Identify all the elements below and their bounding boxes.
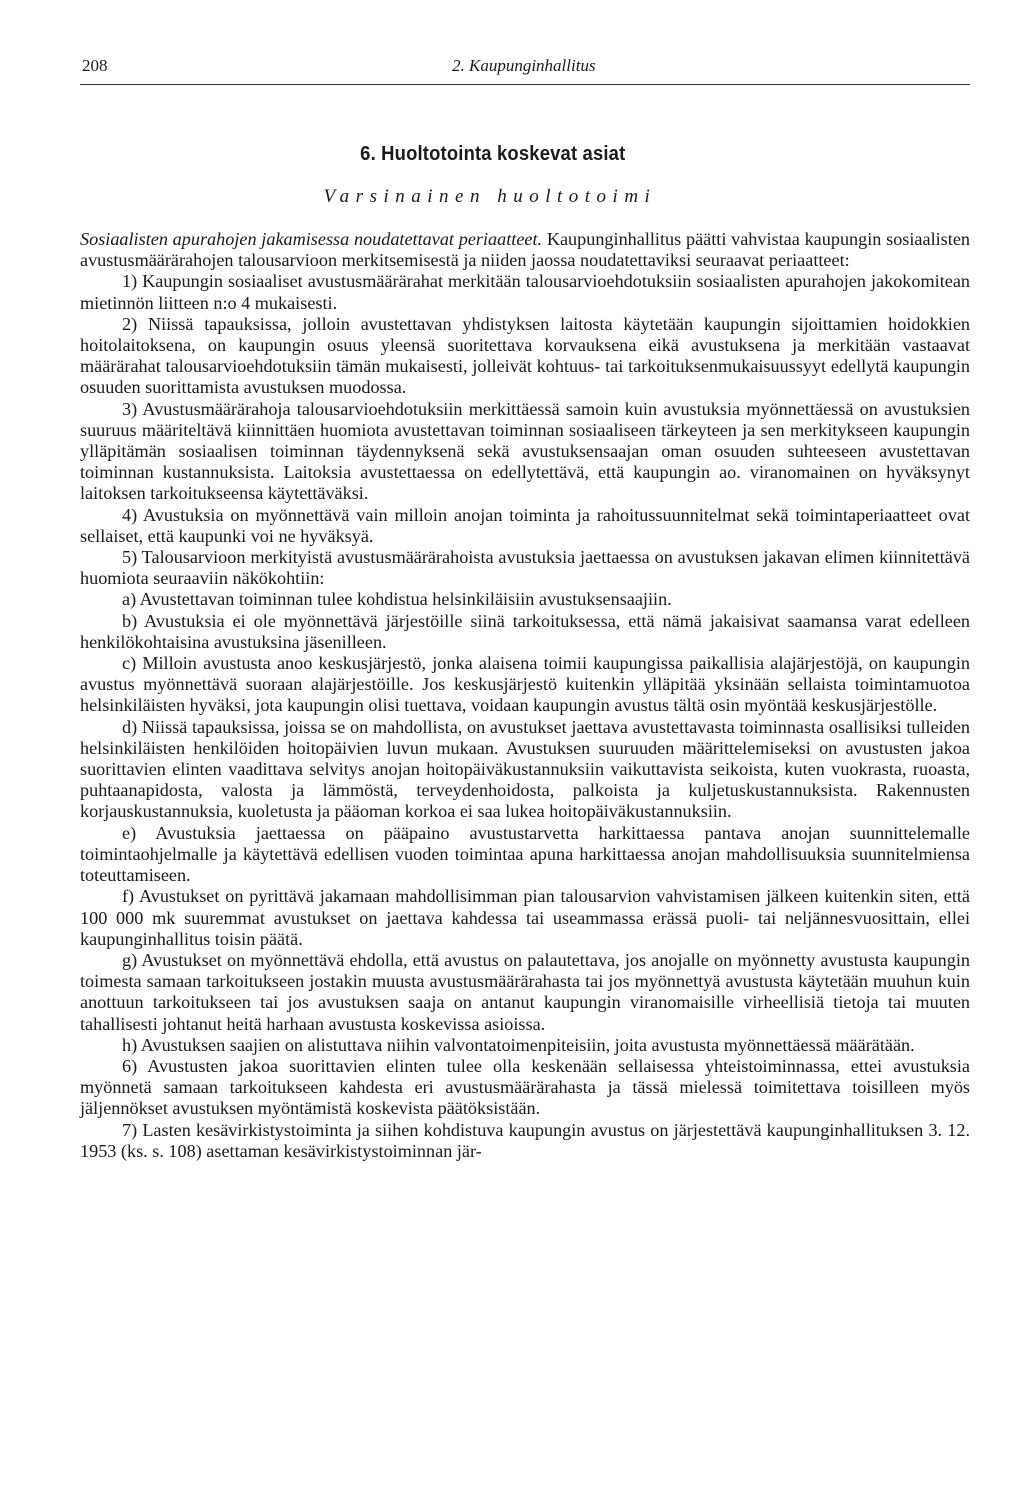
paragraph-item-7: 7) Lasten kesävirkistystoiminta ja siihen kohdistuva kaupungin avustus on järjestettävä kaupunginhallituksen 3. 12. 1953 (ks. s. 108) asettaman kesävirkistystoiminnan jär- [80, 1119, 970, 1161]
running-title: 2. Kaupunginhallitus [452, 56, 596, 75]
paragraph-item-5e: e) Avustuksia jaettaessa on pääpaino avustustarvetta harkittaessa pantava anojan suunnittelemalle toimintaohjelmalle ja käytettävä edellisen vuoden toimintaa apuna harkittaessa anojan mahdollisuuksia suunnitelmiensa toteuttamiseen. [80, 822, 970, 886]
body-text [80, 229, 970, 1162]
document-page [80, 56, 970, 1162]
paragraph-intro [80, 229, 970, 271]
paragraph-item-5c: c) Milloin avustusta anoo keskusjärjestö, jonka alaisena toimii kaupungissa paikallisia alajärjestöjä, on kaupungin avustus myönnettävä suoraan alajärjestöille. Jos keskusjärjestö kuitenkin ylläpitää yksinään sellaista toimintamuotoa helsinkiläisten hyväksi, jota kaupungin olisi tuettava, voidaan kaupungin avustus tältä osin myöntää keskusjärjestölle. [80, 653, 970, 716]
paragraph-intro-text: Kaupunginhallitus päätti vahvistaa kaupungin sosiaalisten avustusmäärärahojen talousarvioon merkitsemisestä ja niiden jaossa noudatettaviksi seuraavat periaatteet: [80, 229, 970, 271]
paragraph-item-5: 5) Talousarvioon merkityistä avustusmäärärahoista avustuksia jaettaessa on avustuksen jakavan elimen kiinnitettävä huomiota seuraaviin näkökohtiin: [80, 547, 970, 589]
page-number: 208 [82, 56, 108, 75]
paragraph-item-5f: f) Avustukset on pyrittävä jakamaan mahdollisimman pian talousarvion vahvistamisen jälkeen kuitenkin siten, että 100 000 mk suuremmat avustukset on jaettava kahdessa tai useammassa erässä puoli- tai neljännesvuosittain, ellei kaupunginhallitus toisin päätä. [80, 886, 970, 949]
section-title: 6. Huoltotointa koskevat asiat [360, 143, 626, 165]
paragraph-item-5g: g) Avustukset on myönnettävä ehdolla, että avustus on palautettava, jos anojalle on myönnetty avustusta kaupungin toimesta samaan tarkoitukseen jostakin muusta avustusmäärärahasta tai jos myönnettyä avustusta käytetään muuhun kuin anottuun tarkoitukseen tai jos avustuksen saaja on antanut kaupungin viranomaisille virheellisiä tietoja tai muuten tahallisesti johtanut heitä harhaan avustusta koskevissa asioissa. [80, 949, 970, 1034]
paragraph-item-5a: a) Avustettavan toiminnan tulee kohdistua helsinkiläisiin avustuksensaajiin. [122, 589, 672, 610]
paragraph-item-5b: b) Avustuksia ei ole myönnettävä järjestöille siinä tarkoituksessa, että nämä jakaisivat saamansa varat edelleen henkilökohtaisina avustuksina jäsenilleen. [80, 610, 970, 652]
running-header [80, 56, 970, 85]
subsection-title: Varsinainen huoltotoimi [323, 186, 657, 207]
paragraph-item-2: 2) Niissä tapauksissa, jolloin avustettavan yhdistyksen laitosta käytetään kaupungin sijoittamien hoidokkien hoitolaitoksena, on kaupungin osuus yleensä suoritettava korvauksena eikä avustuksena ja merkitään vastaavat määrärahat talousarvioehdotuksiin tämän mukaisesti, jolleivät kohtuus- tai tarkoituksenmukaisuussyyt edellytä kaupungin osuuden suorittamista avustuksen muodossa. [80, 313, 970, 398]
paragraph-lead-title: Sosiaalisten apurahojen jakamisessa noudatettavat periaatteet. [80, 229, 543, 249]
paragraph-item-4: 4) Avustuksia on myönnettävä vain milloin anojan toiminta ja rahoitussuunnitelmat sekä toimintaperiaatteet ovat sellaiset, että kaupunki voi ne hyväksyä. [80, 504, 970, 546]
paragraph-item-5h: h) Avustuksen saajien on alistuttava niihin valvontatoimenpiteisiin, joita avustusta myönnettäessä määrätään. [122, 1034, 915, 1055]
paragraph-item-5d: d) Niissä tapauksissa, joissa se on mahdollista, on avustukset jaettava avustettavasta toiminnasta osallisiksi tulleiden helsinkiläisten henkilöiden hoitopäivien luvun mukaan. Avustuksen suuruuden määrittelemiseksi on avustusten jakoa suorittavien elinten vaadittava selvitys anojan hoitopäiväkustannuksiin vaikuttavista seikoista, kuten vuokrasta, ruoasta, puhtaanapidosta, valosta ja lämmöstä, terveydenhoidosta, palkoista ja kuljetuskustannuksista. Rakennusten korjauskustannuksia, kuoletusta ja pääoman korkoa ei saa lukea hoitopäiväkustannuksiin. [80, 716, 970, 822]
paragraph-item-6: 6) Avustusten jakoa suorittavien elinten tulee olla keskenään sellaisessa yhteistoiminnassa, ettei avustuksia myönnetä samaan tarkoitukseen kahdesta eri avustusmäärärahasta ja tässä mielessä toimitettava toisilleen myös jäljennökset avustuksen myöntämistä koskevista päätöksistään. [80, 1055, 970, 1119]
paragraph-item-3: 3) Avustusmäärärahoja talousarvioehdotuksiin merkittäessä samoin kuin avustuksia myönnettäessä on avustuksien suuruus määriteltävä kiinnittäen huomiota avustettavan toiminnan sosiaaliseen tärkeyteen ja sen merkitykseen kaupungin ylläpitämän sosiaalisen toiminnan täydennyksenä sekä avustuksensaajan oman osuuden suhteeseen avustettavan toiminnan kustannuksista. Laitoksia avustettaessa on edellytettävä, että kaupungin ao. viranomainen on hyväksynyt laitoksen tarkoitukseensa käytettäväksi. [80, 398, 970, 504]
paragraph-item-1: 1) Kaupungin sosiaaliset avustusmäärärahat merkitään talousarvioehdotuksiin sosiaalisten apurahojen jakokomitean mietinnön liitteen n:o 4 mukaisesti. [80, 271, 970, 313]
